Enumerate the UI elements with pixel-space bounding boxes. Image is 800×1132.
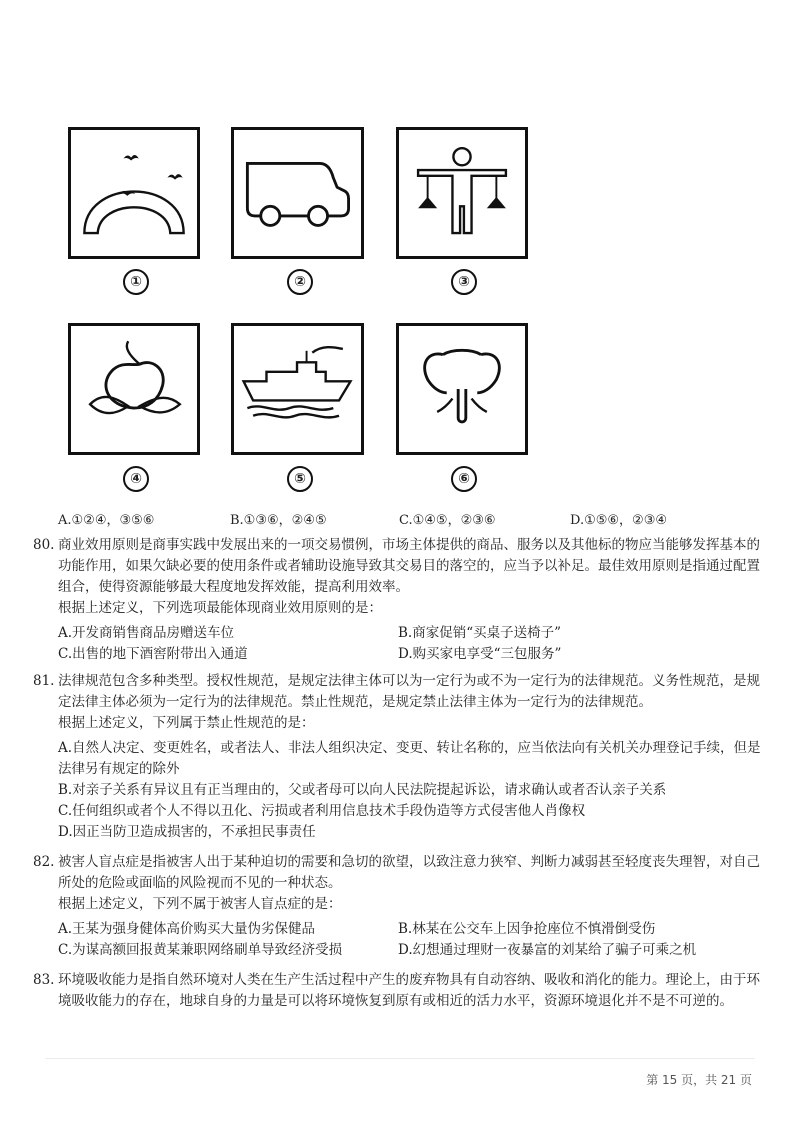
question-number: 82. — [33, 854, 55, 870]
option-c: C.为谋高额回报黄某兼职网络刷单导致经济受损 — [58, 942, 343, 958]
truck-icon — [234, 130, 361, 256]
option-b: B.商家促销“买桌子送椅子” — [398, 625, 562, 641]
figure-1-label: ① — [123, 269, 149, 295]
question-text: 法律规范包含多种类型。授权性规范，是规定法律主体可以为一定行为或不为一定行为的法律规范。义务性规范，是规定法律主体必须为一定行为的法律规范。禁止性规范，是规定禁止法律主体为一定行为的法律规范。 — [58, 673, 760, 710]
footer-divider — [45, 1058, 755, 1059]
question-81 — [33, 671, 770, 843]
peach-icon — [71, 326, 197, 452]
figure-2 — [231, 127, 364, 259]
figure-2-label: ② — [287, 269, 313, 295]
figure-1 — [68, 127, 200, 259]
question-number: 81. — [33, 673, 55, 689]
q79-option-c: C.①④⑤，②③⑥ — [399, 513, 496, 528]
elephant-icon — [399, 326, 525, 452]
question-text: 商业效用原则是商事实践中发展出来的一项交易惯例，市场主体提供的商品、服务以及其他标的物应当能够发挥基本的功能作用，如果欠缺必要的使用条件或者辅助设施导致其交易目的落空的，应当予以补足。最佳效用原则是指通过配置组合，使得资源能够最大程度地发挥效能，提高利用效率。 — [58, 537, 760, 595]
ship-icon — [234, 326, 361, 452]
option-c: C.任何组织或者个人不得以丑化、污损或者利用信息技术手段伪造等方式侵害他人肖像权 — [58, 803, 586, 819]
figure-6-label: ⑥ — [451, 466, 477, 492]
figure-4-label: ④ — [123, 466, 149, 492]
q79-option-a: A.①②④，③⑤⑥ — [58, 513, 155, 528]
option-d: D.购买家电享受“三包服务” — [398, 646, 562, 662]
option-c: C.出售的地下酒窖附带出入通道 — [58, 646, 248, 662]
figure-3 — [396, 127, 528, 259]
person-with-scales-icon — [399, 130, 525, 256]
q79-option-b: B.①③⑥，②④⑤ — [230, 513, 327, 528]
question-text: 环境吸收能力是指自然环境对人类在生产生活过程中产生的废弃物具有自动容纳、吸收和消化的能力。理论上，由于环境吸收能力的存在，地球自身的力量是可以将环境恢复到原有或相近的活力水平，资源环境退化并不是不可逆的。 — [58, 972, 760, 1009]
option-d: D.因正当防卫造成损害的，不承担民事责任 — [58, 824, 316, 840]
question-82 — [33, 852, 770, 961]
option-a: A.王某为强身健体高价购买大量伪劣保健品 — [58, 921, 316, 937]
page-number: 第 15 页，共 21 页 — [646, 1073, 752, 1087]
question-83 — [33, 970, 770, 1012]
figure-3-label: ③ — [451, 269, 477, 295]
question-prompt: 根据上述定义，下列不属于被害人盲点症的是： — [58, 896, 342, 912]
question-prompt: 根据上述定义，下列选项最能体现商业效用原则的是： — [58, 600, 382, 616]
option-a: A.自然人决定、变更姓名，或者法人、非法人组织决定、变更、转让名称的，应当依法向有关机关办理登记手续，但是法律另有规定的除外 — [58, 740, 761, 777]
figure-6 — [396, 323, 528, 455]
question-text: 被害人盲点症是指被害人出于某种迫切的需要和急切的欲望，以致注意力狭窄、判断力减弱甚至轻度丧失理智，对自己所处的危险或面临的风险视而不见的一种状态。 — [58, 854, 760, 891]
question-number: 83. — [33, 972, 55, 988]
q79-option-d: D.①⑤⑥，②③④ — [570, 513, 668, 528]
figure-5-label: ⑤ — [287, 466, 313, 492]
option-b: B.对亲子关系有异议且有正当理由的，父或者母可以向人民法院提起诉讼，请求确认或者否认亲子关系 — [58, 782, 667, 798]
option-b: B.林某在公交车上因争抢座位不慎滑倒受伤 — [398, 921, 656, 937]
option-d: D.幻想通过理财一夜暴富的刘某给了骗子可乘之机 — [398, 942, 697, 958]
option-a: A.开发商销售商品房赠送车位 — [58, 625, 235, 641]
question-80 — [33, 535, 770, 665]
question-number: 80. — [33, 537, 55, 553]
bridge-with-birds-icon — [71, 130, 197, 256]
question-prompt: 根据上述定义，下列属于禁止性规范的是： — [58, 715, 315, 731]
figure-4 — [68, 323, 200, 455]
figure-5 — [231, 323, 364, 455]
